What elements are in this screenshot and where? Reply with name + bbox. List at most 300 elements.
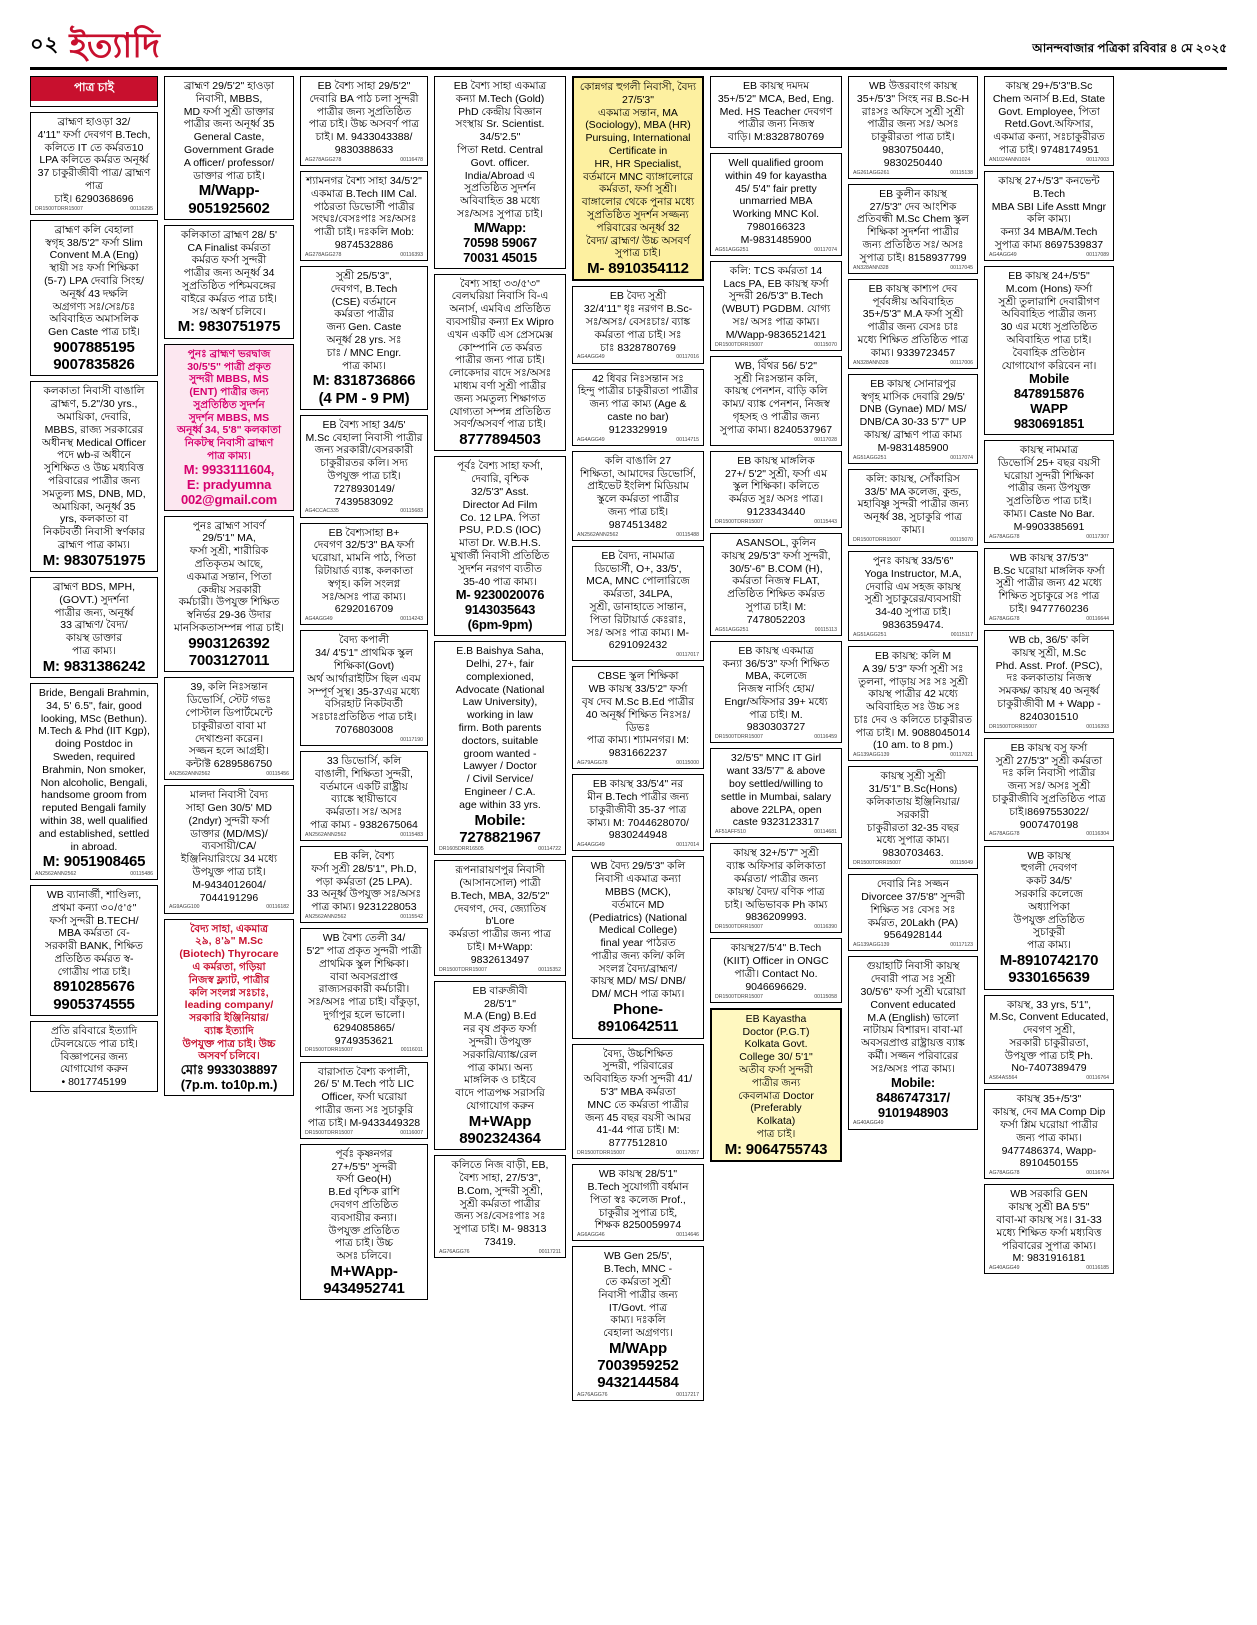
ad-phone-line[interactable]: M/Wapp- <box>198 182 260 200</box>
ad-code-right: 00117045 <box>950 264 973 271</box>
column-5 <box>572 76 704 1401</box>
ad-text <box>989 999 1109 1076</box>
ad-reference-code <box>989 158 1109 163</box>
ad-phone-line[interactable]: 70031 45015 <box>463 249 537 265</box>
ad-phone-line[interactable]: E: pradyumna <box>186 476 272 492</box>
ad-text-line: সমকক্ষ/ কায়স্থ 40 অনূর্ধ্ব <box>998 685 1100 698</box>
ad-phone-line[interactable]: 9432144584 <box>597 1374 679 1392</box>
ad-text <box>577 550 699 652</box>
ad-phone[interactable] <box>439 1113 561 1148</box>
ad-phone[interactable] <box>35 339 153 374</box>
ad-text-line: looking, MSc (Bethun). <box>40 712 148 725</box>
ad-phone-line[interactable]: 70598 59067 <box>463 234 537 250</box>
ad-code-left: AG4AGG49 <box>577 354 605 361</box>
ad-text-line: পাত্র চাই। M. 9088045014 <box>855 726 971 739</box>
ad-phone[interactable] <box>169 318 289 335</box>
ad-text-line: 30/5'5" পাত্রী প্রকৃত <box>187 360 271 373</box>
ad-text <box>305 932 423 1047</box>
ad-code-left: AG278AGG278 <box>305 156 342 163</box>
ad-text-line: কলিতে IT তে কর্মরত10 <box>44 141 144 154</box>
ad-text-line: 29/5'1" MA, <box>202 532 256 545</box>
ad-baidya-uchchashikshita <box>572 1044 704 1160</box>
ad-text-line: পাত্র চাই। উচ্চ অসবর্ণ পাত্র <box>308 118 420 131</box>
ad-text-line: রাজ্যসরকারী কর্মচারী। <box>318 983 410 996</box>
ad-text-line: ASANSOL, কুলিন <box>736 536 816 549</box>
ad-text <box>35 581 153 658</box>
ad-text-line: সুশ্রী পাত্রীর জন্য 42 মধ্যে <box>996 577 1102 590</box>
publication-date: আনন্দবাজার পত্রিকা রবিবার ৪ মে ২০২৫ <box>1032 41 1227 55</box>
ad-39-koli-nishantan <box>164 677 294 780</box>
ad-phone[interactable] <box>439 812 561 847</box>
ad-text-line: সঃ/ অসঃ পাত্র কাম্য। M- <box>587 626 689 639</box>
ad-text-line: M/Wapp-9836521421 <box>725 328 827 341</box>
ad-phone-line[interactable]: 9007835826 <box>53 356 135 374</box>
ad-text-line: 9046696629. <box>745 980 807 993</box>
ad-code-left: AN2562ANN2562 <box>35 870 77 877</box>
ad-reference-code <box>853 361 973 366</box>
ad-text-line: ডাক্তার পাত্র চাই। <box>193 169 265 182</box>
ad-phone-line[interactable]: M/WApp <box>609 1339 667 1357</box>
ad-phone-line[interactable]: M: 9830751975 <box>177 318 281 336</box>
ad-phone-line[interactable]: 9143035643 <box>464 602 536 618</box>
ad-text-line: 9477486374, Wapp- <box>1001 1144 1097 1157</box>
ad-reference-code <box>305 1131 423 1136</box>
ad-phone[interactable] <box>578 260 698 277</box>
ad-eb-kayastha-koli-m <box>848 646 978 762</box>
ad-phone-line[interactable]: 8486747317/ <box>876 1089 950 1105</box>
ad-phone[interactable] <box>577 1001 699 1036</box>
ad-phone[interactable] <box>577 1340 699 1392</box>
ad-code-right: 00116644 <box>1086 615 1109 622</box>
ad-phone[interactable] <box>169 463 289 508</box>
ad-text <box>853 878 973 942</box>
ad-phone-line[interactable]: M+WApp- <box>330 1262 398 1280</box>
ad-code-right: 00116295 <box>130 205 153 212</box>
ad-text-line: পাত্রী। Contact No. <box>734 968 818 981</box>
ad-eb-kayastha-33 <box>572 774 704 851</box>
ad-text-line: মধ্যে শিক্ষিত প্রতিষ্ঠিত পাত্র <box>857 333 969 346</box>
ad-wb-banerjee-shandilya <box>30 885 158 1016</box>
ad-code-left: AG4AGG49 <box>989 251 1017 258</box>
ad-phone[interactable] <box>169 635 289 670</box>
ad-text-line: Medical College) <box>598 924 678 937</box>
ad-text-line: চাই।8697553022/ <box>1009 805 1089 818</box>
ad-phone[interactable] <box>305 372 423 407</box>
ad-phone-line[interactable]: 002@gmail.com <box>180 491 278 507</box>
ad-phone-line[interactable]: Mobile: <box>890 1074 936 1090</box>
ad-phone-line[interactable]: 8478915876 <box>1013 386 1085 402</box>
ad-text-line: 8240301510 <box>1019 710 1079 723</box>
ad-code-right: 00117028 <box>814 436 837 443</box>
ad-text-line: কাম্য। দঃকলি <box>610 1314 666 1327</box>
ad-reference-code <box>35 207 153 212</box>
ad-text-line: handsome groom from <box>41 789 147 802</box>
ad-code-left: DR1500TDRR15007 <box>853 536 901 543</box>
ad-code-right: 00117016 <box>676 354 699 361</box>
ad-text-line: doctors, suitable <box>461 734 539 747</box>
ad-text-line: জন্য পাত্র চাই। <box>607 505 669 518</box>
ad-phone-line[interactable]: 8777894503 <box>459 431 541 449</box>
ad-barasat-baidya-kapali <box>300 1062 428 1139</box>
ad-text-line: বাঙালী, শিক্ষিতা সুন্দরী, <box>315 767 413 780</box>
ad-text <box>169 520 289 635</box>
ad-code-left: DR1500TDRR15007 <box>715 341 763 348</box>
ad-text-line: M-9831485900 <box>877 441 949 454</box>
ad-text-line: WB Gen 25/5', <box>604 1250 672 1263</box>
ad-text-line: within 38, well qualified <box>40 815 148 828</box>
ad-phone[interactable] <box>439 588 561 633</box>
section-header-patra-chai <box>30 76 158 107</box>
ad-text-line: নিবাসী একমাত্র কন্যা <box>595 873 681 886</box>
ad-text-line: রিটায়ার্ড ব্যাঙ্ক, কলকাতা <box>314 565 414 578</box>
ad-phone-line[interactable]: 7003127011 <box>188 652 270 670</box>
ad-text-line: Convent educated <box>870 998 956 1011</box>
ad-reference-code <box>305 738 423 743</box>
ad-text-line: complexioned, <box>466 670 534 683</box>
ad-text-line: সুশ্রী নিঃসন্তান কলি, <box>734 372 818 385</box>
ad-text <box>578 81 698 260</box>
ad-text-line: পাত্রীর জন্য সুপ্রতিষ্ঠিত <box>316 105 412 118</box>
ad-text-line: সুপ্রতিষ্ঠিত সুদর্শন সজ্জন্য পরিবারের অনূর্ধ্ব 32 <box>587 208 689 234</box>
ad-reference-code <box>715 438 837 443</box>
ad-text-line: জন্য সঃ/ অসঃ সুশ্রী <box>1007 780 1091 793</box>
ad-text-line: Officer, ফর্সা ঘরোয়া <box>321 1091 407 1104</box>
ad-text-line: উপযুক্ত পাত্র চাই Ph. <box>1004 1049 1094 1062</box>
ad-text-line: কন্যা 36/5'3" ফর্সা শিক্ষিত <box>722 657 830 670</box>
masthead <box>30 28 1227 70</box>
ad-text <box>439 864 561 966</box>
ad-text-line: দেবগণ, দেব, জ্যোতিষ b'Lore <box>453 902 547 928</box>
ad-text-line: 33/5' MA কলেজ, কুন্ড, <box>864 485 962 498</box>
ad-text-line: পাত্রীর জন্য সঃ সুচাকুরি <box>314 1103 414 1116</box>
ad-text-line: পূর্বঃ বৈশ্য সাহা ফর্সা, <box>457 460 543 473</box>
ad-text-line: সংঘঃ/বেসঃপাঃ সঃ/অসঃ <box>311 213 417 226</box>
ad-reference-code <box>853 633 973 638</box>
ad-phone-line[interactable]: 9007885195 <box>53 338 135 356</box>
ad-text-line: তে কর্মরতা সুশ্রী <box>605 1275 671 1288</box>
ad-text-line: 7076803008 <box>334 723 394 736</box>
ad-text <box>853 283 973 360</box>
ad-text-line: Delhi, 27+, fair <box>466 657 534 670</box>
ad-wb-baidya-mbbs-mck <box>572 856 704 1038</box>
ad-phone-line[interactable]: M: 8318736866 <box>312 372 416 390</box>
ad-phone[interactable] <box>35 552 153 569</box>
ad-text-line: EB বৈদ্য সুশ্রী <box>609 290 667 303</box>
ad-text-line: 5'3" MBA কর্মরতা <box>600 1085 676 1098</box>
ad-text-line: দেবগণ প্রতিষ্ঠিত <box>329 1198 399 1211</box>
ad-phone[interactable] <box>989 372 1109 432</box>
ad-text-line: অধীনস্থ Medical Officer <box>42 436 146 449</box>
ad-text-line: groom wanted - <box>463 747 537 760</box>
ad-text-line: সঃ/ অস্বর্ণ চলিবে। <box>192 305 266 318</box>
ad-code-left: AG40AGG49 <box>853 1120 884 1127</box>
ad-phone-line[interactable]: 7003959252 <box>597 1357 679 1375</box>
ad-phone-line[interactable]: M-8910742170 <box>999 952 1099 969</box>
ad-reference-code <box>853 861 973 866</box>
ad-phone-line[interactable]: 9830691851 <box>1013 416 1085 432</box>
ad-reference-code <box>853 538 973 543</box>
ad-wb-kayastha-28 <box>572 1164 704 1241</box>
ad-text-line: বর্তমানে MD <box>611 898 665 911</box>
ad-text-line: সম্পূর্ণ সুস্থ। 35-37এর মধ্যে <box>308 685 420 698</box>
ad-reference-code <box>305 509 423 514</box>
ad-text-line: দেবারি নিঃ সজ্জন <box>876 878 950 891</box>
ad-phone-line[interactable]: M: 9831386242 <box>42 657 146 675</box>
ad-code-left: AG78AGG78 <box>989 533 1020 540</box>
ad-code-left: AG78AGG78 <box>989 1170 1020 1177</box>
ad-phone[interactable] <box>169 182 289 217</box>
ad-text-line: MBA কর্মরতা বে- <box>58 927 130 940</box>
ad-text-line: ডিভোর্সী, O+, 33/5', <box>594 562 682 575</box>
ad-phone[interactable] <box>35 658 153 675</box>
ad-phone-line[interactable]: 9101948903 <box>877 1104 949 1120</box>
ad-text-line: বাদে পাত্রপক্ষ সরাসরি <box>455 1087 545 1100</box>
ad-kayastha-29-bsc-chem <box>984 76 1114 166</box>
ad-phone-line[interactable]: 8902324364 <box>459 1130 541 1148</box>
ad-eb-kayastha-ekmatro <box>710 641 842 744</box>
ad-code-left: DR1500TDRR15007 <box>439 966 487 973</box>
ad-text-line: হুগলী দেবগণ <box>1020 862 1078 875</box>
ad-phone[interactable] <box>439 431 561 448</box>
ad-phone[interactable] <box>169 1063 289 1093</box>
ad-text-line: পূর্বঃ কৃষ্ণনগর <box>335 1147 393 1160</box>
ad-text-line: and established, settled <box>38 827 150 840</box>
ad-phone-line[interactable]: মোঃ 9933038897 <box>180 1062 278 1078</box>
ad-42-dhibar-nishantan <box>572 369 704 446</box>
ad-text-line: লোকেদার বাদে সঃ/অসঃ <box>448 367 552 380</box>
ad-text-line: দুর্গাপুর হলে ভালো। <box>323 1008 405 1021</box>
ad-eb-baidya-sushri-32 <box>572 286 704 363</box>
ad-code-right: 00117217 <box>676 1391 699 1398</box>
ad-phone-line[interactable]: M- 8910354112 <box>587 260 689 278</box>
ad-text-line: within 49 for kayastha <box>725 169 827 182</box>
ad-kayastha-32 <box>710 843 842 933</box>
ad-text-line: বৃষ দেব M.Sc B.Ed পাত্রীর <box>581 695 695 708</box>
ad-phone-line[interactable]: (6pm-9pm) <box>467 617 533 633</box>
ad-text-line: মাঙ্গলিক ও চাইবে <box>464 1074 536 1087</box>
ad-wb-cb-36 <box>984 630 1114 733</box>
ad-text-line: পিতা Retd. Central <box>457 143 543 156</box>
ad-code-right: 00114646 <box>676 1232 699 1239</box>
ad-text-line: চাই। 6290368696 <box>54 192 134 205</box>
ad-text-line: মুখার্জী নিবাসী প্রতিষ্ঠিত <box>450 549 550 562</box>
ad-text-line: EB কায়স্থ 33/5'4" নর <box>592 778 684 791</box>
ad-phone[interactable] <box>989 952 1109 987</box>
ad-phone-line[interactable]: 8910642511 <box>597 1018 679 1036</box>
ad-text-line: চাঃ / MNC Engr. <box>326 346 402 359</box>
ad-text-line: জন্য প্রতিষ্ঠিত সঃ/ অসঃ <box>862 238 964 251</box>
ad-text-line: কাম্য। 9339723457 <box>870 346 956 359</box>
ad-text-line: মহাবিষ্ণু সুন্দরী পাত্রীর জন্য <box>857 498 969 511</box>
ad-brahmin-koli-behala <box>30 220 158 377</box>
ad-text-line: yrs, কলকাতা বা <box>59 513 129 526</box>
ad-code-left: AG4AGG49 <box>577 436 605 443</box>
ad-text-line: শ্যামনগর বৈশ্য সাহা 34/5'2" <box>306 174 422 187</box>
ad-text-line: Phd. Asst. Prof. (PSC), <box>995 659 1103 672</box>
ad-phone-line[interactable]: M+WApp <box>468 1112 532 1130</box>
ad-text-line: M: 9831916181 <box>1012 1252 1086 1265</box>
ad-phone-line[interactable]: M: 9933111604, <box>183 461 275 477</box>
ad-text-line: unmarried MBA <box>739 195 813 208</box>
ad-phone[interactable] <box>439 221 561 266</box>
ad-text-line: EB কায়স্থ 24+/5'5" <box>1008 269 1090 282</box>
ad-malda-bengali-baidya <box>164 785 294 913</box>
ad-text <box>989 175 1109 252</box>
ad-text-line: চাকুরীরতা বাবা মা <box>191 719 267 732</box>
ad-code-right: 00115483 <box>400 831 423 838</box>
ad-text-line: 5'2" পাত্র প্রকৃত সুন্দরী পাত্রী <box>306 944 422 957</box>
ad-text <box>577 1048 699 1150</box>
ad-phone-line[interactable]: (4 PM - 9 PM) <box>318 389 410 407</box>
ad-text-line: পাত্রীর জন্য <box>751 1076 801 1089</box>
ad-text <box>169 923 289 1064</box>
ad-phone-line[interactable]: 9905374555 <box>53 995 135 1013</box>
ad-text <box>853 473 973 537</box>
ad-phone[interactable] <box>716 1141 836 1158</box>
ad-text-line: যোগাযোগ করুন <box>465 1099 535 1112</box>
ad-text-line: কর্মরতা, ফর্সা সুশ্রী। বাঙ্গালোর থেকে পুনার মধ্যে <box>581 183 695 209</box>
ad-text-line: ডিভোর্সি, স্টেট গভঃ <box>186 694 272 707</box>
ad-text-line: Lacs PA, EB কায়স্থ ফর্সা <box>723 277 829 290</box>
ad-text-line: এখন একটি এস প্রেসমেক্স <box>447 328 553 341</box>
ad-text-line: কায়স্থ সুশ্রী সুশ্রী <box>880 770 946 783</box>
ad-text-line: সুপ্রতিষ্ঠিত পশ্চিমবঙ্গের <box>182 280 276 293</box>
ad-phone-line[interactable]: Mobile <box>1029 371 1069 387</box>
ad-koli-sonkari <box>848 469 978 546</box>
ad-reference-code <box>169 772 289 777</box>
ad-phone-line[interactable]: (7p.m. to10p.m.) <box>180 1077 278 1093</box>
ad-phone[interactable] <box>35 853 153 870</box>
ad-phone-line[interactable]: Mobile: <box>474 811 526 829</box>
ad-text-line: শিক্ষক 8250059974 <box>594 1219 682 1232</box>
ad-text-line: সঃচাঃপ্রতিষ্ঠিত পাত্র চাই। <box>311 711 417 724</box>
ad-phone-line[interactable]: 8910285676 <box>53 978 135 996</box>
ad-text-line: অবিবাহিত 38 মধ্যে <box>460 195 540 208</box>
ad-code-right: 00117014 <box>676 842 699 849</box>
ad-reference-code <box>853 266 973 271</box>
ad-text-line: 9564928144 <box>883 929 943 942</box>
ad-text-line: সঃ/অসঃ/ বেসঃচাঃ/ ব্যাঙ্ক <box>585 316 691 328</box>
ad-text-line: কর্মী। সজ্জন পরিবারের <box>867 1050 959 1063</box>
ad-text-line: যোগাযোগ করুন <box>59 1063 129 1076</box>
ad-wb-bithar-56 <box>710 356 842 446</box>
ad-text-line: গোত্রীয় পাত্র চাই। <box>57 965 131 978</box>
ad-text-line: কেবলমাত্র Doctor <box>738 1089 814 1102</box>
ad-phone-line[interactable]: M: 9830751975 <box>42 551 146 569</box>
ad-text-line: No-7407389479 <box>1011 1062 1087 1075</box>
ad-text-line: 9836359474. <box>882 618 944 631</box>
ad-text-line: সরকারী BANK, শিক্ষিত <box>45 940 143 953</box>
ad-text-line: শিক্ষিকা(Govt) <box>333 660 395 672</box>
ad-text-line: বৈদ্য সাহা, একমাত্র <box>190 922 268 935</box>
ad-text-line: কন্যা 34 MBA/M.Tech <box>1000 226 1098 239</box>
ad-phone-line[interactable]: M: 9064755743 <box>724 1140 828 1158</box>
ad-text-line: B.Ed বৃশ্চিক রাশি <box>328 1186 400 1199</box>
ad-text-line: যোগ্যতা সম্পন্ন প্রতিষ্ঠিত <box>449 405 551 418</box>
ad-text-line: CA Finalist কর্মরতা <box>187 241 271 254</box>
ad-text-line: B.Tech, MBA, 32/5'2" <box>450 889 550 902</box>
ad-text <box>439 985 561 1113</box>
ad-text-line: 33 ব্রাহ্মণ/ বৈদ্য/ <box>60 619 128 632</box>
ad-phone-line[interactable]: Phone- <box>613 1001 663 1019</box>
ad-text-line: ব্রাহ্মণ হাওড়া 32/ <box>57 116 131 128</box>
ad-text-line: কলিকাতা ব্রাহ্মণ 28/ 5' <box>180 228 278 241</box>
ad-phone-line[interactable]: M: 9051908465 <box>42 853 146 871</box>
ad-text <box>439 645 561 811</box>
ad-phone-line[interactable]: M/Wapp: <box>473 219 527 235</box>
ad-text-line: কর্মরতা পাত্র চাই। সঃ <box>594 328 682 341</box>
ad-text-line: অবসরপ্রাপ্ত রাষ্ট্রায়ত্ত ব্যাঙ্ক <box>861 1037 965 1050</box>
ad-text-line: কর্মরতা পাত্রীর জন্য পাত্র <box>449 928 551 941</box>
ad-text-line: MCA, MNC পোলারিজে <box>586 575 690 588</box>
ad-phone-line[interactable]: WAPP <box>1030 401 1068 417</box>
ad-text-line: দঃ কলি নিবাসী পাত্রীর <box>1002 767 1096 780</box>
ad-text-line: মালদা নিবাসী বৈদ্য <box>190 789 268 802</box>
ad-phone[interactable] <box>35 978 153 1013</box>
ad-reference-code <box>577 438 699 443</box>
ad-text-line: (5-7) LPA দেবারি সিংহ/ <box>44 274 144 287</box>
ad-text-line: College 30/ 5'1" <box>739 1051 813 1064</box>
ad-text-line: সুপাত্র চাই। M- 98313 <box>453 1223 547 1236</box>
ad-text-line: 9123329919 <box>608 423 668 436</box>
ad-code-right: 00117017 <box>676 652 699 659</box>
ad-phone[interactable] <box>305 1263 423 1298</box>
ad-code-right: 00115488 <box>676 531 699 538</box>
ad-text-line: পাত্রীর জন্য অনূর্ধ্ব 35 <box>183 118 275 131</box>
ad-text-line: প্রতিবন্ধী M.Sc Chem স্কুল <box>857 213 969 226</box>
ad-phone-line[interactable]: 9330165639 <box>1008 969 1090 987</box>
ad-text-line: অবিবাহিত পাত্রীর জন্য <box>1001 308 1097 321</box>
ad-text-line: অধ্যাপিকা <box>1028 900 1070 913</box>
ad-kayastha-33-msc-convent <box>984 995 1114 1085</box>
ad-text-line: 45/ 5'4" fair pretty <box>735 182 817 195</box>
ad-text-line: এ কর্মরতা, গড়িয়া <box>192 960 266 973</box>
ad-text-line: 35+/5'3" সিংহ নর B.Sc-H <box>856 92 970 105</box>
ad-text-line: শিক্ষিতা, আমাদের ডিভোর্সি, <box>580 467 696 480</box>
ad-text-line: 32/4'11" ধৃঃ নরগণ B.Sc- <box>583 303 693 316</box>
ad-well-qualified-groom <box>710 153 842 256</box>
ad-text-line: অবিবাহিত ফর্সা সুন্দরী 41/ <box>583 1073 693 1086</box>
ad-text <box>35 116 153 206</box>
ad-text <box>35 224 153 339</box>
ad-phone-line[interactable]: M- 9230020076 <box>455 587 545 603</box>
ad-text-line: সাহা Gen 30/5' MD <box>186 801 272 814</box>
ad-text-line: সুপাত্র কাম্য। 8240537967 <box>719 423 833 436</box>
ad-text-line: পাত্রীর জন্য নিজস্ব <box>737 118 815 131</box>
ad-text-line: পাত্র কাম্য। <box>72 645 116 658</box>
ad-reference-code <box>577 1393 699 1398</box>
ad-code-left: AG51AGG251 <box>715 626 749 633</box>
ad-phone-line[interactable]: 9434952741 <box>323 1280 405 1298</box>
ad-code-left: AG78AGG78 <box>989 615 1020 622</box>
ad-text-line: কায়স্থ সুশ্রী BA 5'5" <box>1008 1201 1090 1214</box>
ad-text-line: পাত্র কাম্য। অন্য <box>467 1061 533 1074</box>
ad-text <box>715 157 837 247</box>
ad-phone[interactable] <box>853 1076 973 1121</box>
ad-reference-code <box>35 872 153 877</box>
ad-phone-line[interactable]: 9051925602 <box>188 199 270 217</box>
ad-text-line: সমতুল্য MS, DNB, MD, <box>42 487 146 500</box>
ad-text-line: সুশ্রী 27/5'3" সুশ্রী কর্মরতা <box>995 754 1103 767</box>
ad-text-line: দেবারী পাত্র সঃ সুশ্রী <box>870 973 956 986</box>
ad-phone-line[interactable]: 9903126392 <box>188 634 270 652</box>
ad-text-line: সুশ্রী, ডানাহাতে সান্তান, <box>589 600 687 613</box>
ad-reference-code <box>305 158 423 163</box>
ad-phone-line[interactable]: 7278821967 <box>459 828 541 846</box>
ad-reference-code <box>305 253 423 258</box>
ad-text-line: অনূর্ধ্ব 34, 5'8" কলকাতা <box>176 424 281 437</box>
ad-text-line: স্কুলে কর্মরতা পাত্রীর <box>597 493 679 506</box>
